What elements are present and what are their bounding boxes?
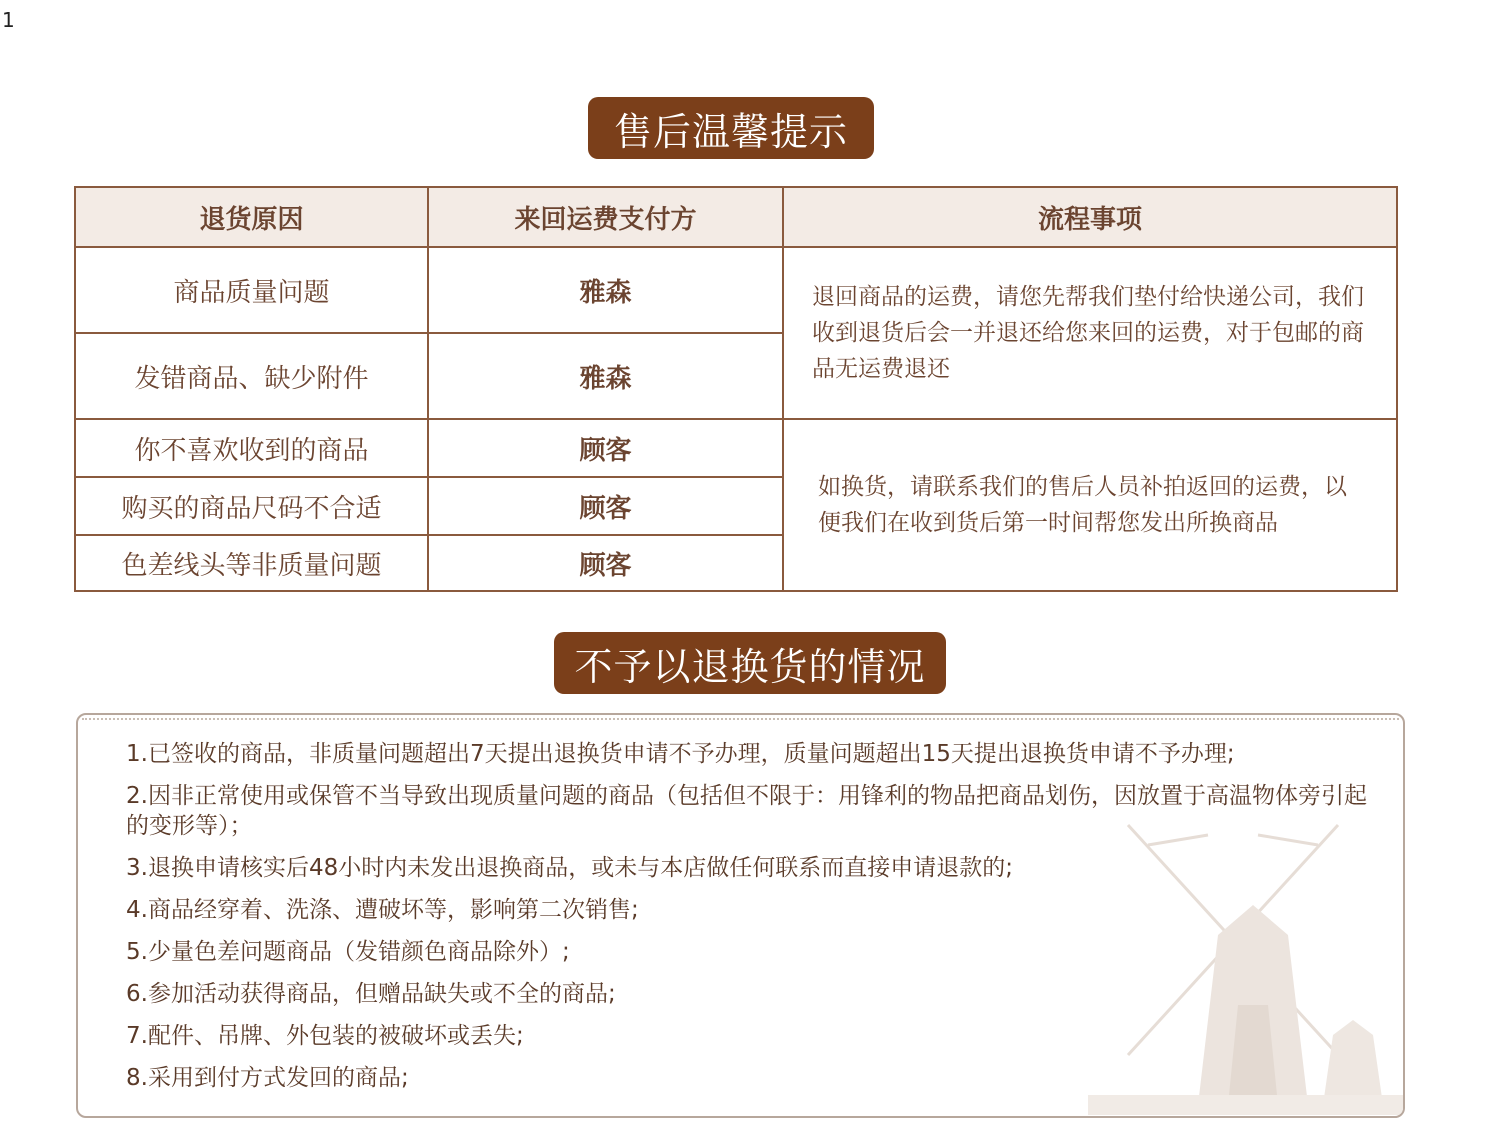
no-return-conditions-box — [76, 713, 1405, 1118]
list-item: 5.少量色差问题商品（发错颜色商品除外）; — [126, 939, 570, 965]
list-item: 1.已签收的商品，非质量问题超出7天提出退换货申请不予办理，质量问题超出15天提出退换货申请不予办理; — [126, 741, 1235, 767]
reason-cell: 商品质量问题 — [75, 247, 428, 333]
payer-cell: 雅森 — [428, 333, 783, 419]
list-item: 3.退换申请核实后48小时内未发出退换商品，或未与本店做任何联系而直接申请退款的; — [126, 855, 1013, 881]
reason-cell: 发错商品、缺少附件 — [75, 333, 428, 419]
after-sales-tips-title: 售后温馨提示 — [588, 97, 874, 159]
no-return-conditions-title: 不予以退换货的情况 — [554, 632, 946, 694]
process-note-exchange: 如换货，请联系我们的售后人员补拍返回的运费，以便我们在收到货后第一时间帮您发出所换商品 — [783, 419, 1397, 591]
payer-cell: 雅森 — [428, 247, 783, 333]
list-item: 4.商品经穿着、洗涤、遭破坏等，影响第二次销售; — [126, 897, 639, 923]
page-number: 1 — [2, 8, 15, 32]
return-policy-table — [74, 186, 1398, 592]
no-return-conditions-list — [126, 739, 1386, 1105]
reason-cell: 色差线头等非质量问题 — [75, 535, 428, 591]
payer-cell: 顾客 — [428, 535, 783, 591]
list-item: 6.参加活动获得商品，但赠品缺失或不全的商品; — [126, 981, 616, 1007]
list-item: 8.采用到付方式发回的商品; — [126, 1065, 409, 1091]
reason-cell: 购买的商品尺码不合适 — [75, 477, 428, 535]
table-header-row — [75, 187, 1397, 247]
header-return-reason: 退货原因 — [75, 187, 428, 247]
reason-cell: 你不喜欢收到的商品 — [75, 419, 428, 477]
process-note-quality: 退回商品的运费，请您先帮我们垫付给快递公司，我们收到退货后会一并退还给您来回的运费，对于包邮的商品无运费退还 — [783, 247, 1397, 419]
header-process: 流程事项 — [783, 187, 1397, 247]
list-item: 7.配件、吊牌、外包装的被破坏或丢失; — [126, 1023, 524, 1049]
payer-cell: 顾客 — [428, 419, 783, 477]
table-row — [75, 419, 1397, 477]
list-item: 2.因非正常使用或保管不当导致出现质量问题的商品（包括但不限于：用锋利的物品把商品划伤，因放置于高温物体旁引起的变形等）； — [126, 783, 1367, 839]
header-shipping-payer: 来回运费支付方 — [428, 187, 783, 247]
payer-cell: 顾客 — [428, 477, 783, 535]
table-row — [75, 247, 1397, 333]
